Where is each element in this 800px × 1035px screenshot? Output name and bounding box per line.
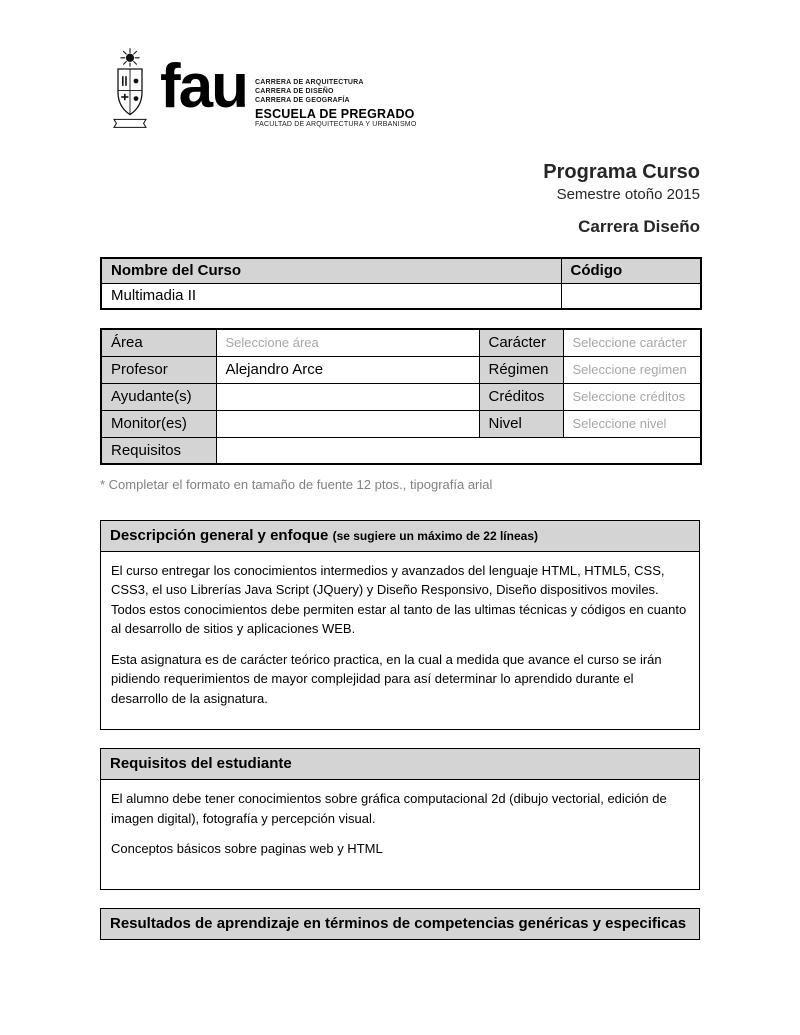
section-title: Resultados de aprendizaje en términos de competencias genéricas y especificas	[110, 915, 687, 932]
fau-wordmark: fau	[160, 52, 247, 121]
creditos-select[interactable]: Seleccione créditos	[563, 383, 701, 410]
section-resultados-aprendizaje	[100, 908, 700, 940]
monitores-field[interactable]	[216, 410, 479, 437]
semester-label: Semestre otoño 2015	[556, 186, 700, 203]
ayudantes-label: Ayudante(s)	[101, 383, 216, 410]
ayudantes-field[interactable]	[216, 383, 479, 410]
area-select[interactable]: Seleccione área	[216, 329, 479, 356]
section-title: Requisitos del estudiante	[110, 755, 292, 773]
document-header	[100, 161, 700, 237]
fau-logo	[110, 45, 700, 137]
caracter-label: Carácter	[479, 329, 563, 356]
section-body[interactable]	[100, 780, 700, 890]
course-name-table	[100, 257, 702, 310]
section-header	[100, 748, 700, 780]
requisitos-label: Requisitos	[101, 437, 216, 464]
paragraph: El alumno debe tener conocimientos sobre gráfica computacional 2d (dibujo vectorial, edición de imagen digital), fotografía y percepción visual.	[111, 791, 667, 826]
regimen-select[interactable]: Seleccione regimen	[563, 356, 701, 383]
logo-faculty-line: FACULTAD DE ARQUITECTURA Y URBANISMO	[255, 121, 417, 129]
paragraph: El curso entregar los conocimientos intermedios y avanzados del lenguaje HTML, HTML5, CSS, CSS3, el uso Librerías Java Script (JQuery) y Diseño Responsivo, Diseño dispositivos moviles. Todos estos conocimientos debe permiten estar al tanto de las ultimas técnicas y códigos en cuanto al desarrollo de sitios y aplicaciones WEB.	[111, 562, 687, 637]
paragraph: Esta asignatura es de carácter teórico practica, en la cual a medida que avance el curso se irán pidiendo requerimientos de mayor complejidad para así determinar lo aprendido durante el desarrollo de la asignatura.	[111, 651, 662, 706]
format-note: * Completar el formato en tamaño de fuente 12 ptos., tipografía arial	[100, 477, 493, 492]
table-row	[101, 329, 701, 356]
section-title-note: (se sugiere un máximo de 22 líneas)	[332, 529, 538, 543]
section-header	[100, 908, 700, 940]
table-row	[101, 437, 701, 464]
profesor-field[interactable]: Alejandro Arce	[216, 356, 479, 383]
course-code-header: Código	[561, 258, 701, 283]
course-info-table	[100, 328, 702, 465]
section-title: Descripción general y enfoque	[110, 527, 329, 544]
logo-text-block	[255, 79, 417, 128]
creditos-label: Créditos	[479, 383, 563, 410]
nivel-select[interactable]: Seleccione nivel	[563, 410, 701, 437]
course-name-field[interactable]: Multimadia II	[101, 283, 561, 309]
course-code-field[interactable]	[561, 283, 701, 309]
table-row	[101, 383, 701, 410]
logo-career-line: CARRERA DE ARQUITECTURA	[255, 79, 364, 86]
paragraph: Conceptos básicos sobre paginas web y HTML	[111, 841, 383, 856]
logo-career-line: CARRERA DE DISEÑO	[255, 87, 334, 95]
university-crest-icon	[110, 45, 150, 133]
profesor-label: Profesor	[101, 356, 216, 383]
logo-career-line: CARRERA DE GEOGRAFÍA	[255, 96, 350, 104]
monitores-label: Monitor(es)	[101, 410, 216, 437]
requisitos-field[interactable]	[216, 437, 701, 464]
section-header	[100, 520, 700, 552]
caracter-select[interactable]: Seleccione carácter	[563, 329, 701, 356]
section-body[interactable]	[100, 552, 700, 731]
nivel-label: Nivel	[479, 410, 563, 437]
section-requisitos-estudiante	[100, 748, 700, 890]
logo-school-line: ESCUELA DE PREGRADO	[255, 107, 415, 122]
regimen-label: Régimen	[479, 356, 563, 383]
area-label: Área	[101, 329, 216, 356]
section-descripcion-general	[100, 520, 700, 730]
table-row	[101, 410, 701, 437]
career-label: Carrera Diseño	[578, 217, 700, 236]
page-title: Programa Curso	[543, 161, 700, 183]
table-header-row	[101, 258, 701, 283]
table-row	[101, 283, 701, 309]
course-name-header: Nombre del Curso	[101, 258, 561, 283]
table-row	[101, 356, 701, 383]
